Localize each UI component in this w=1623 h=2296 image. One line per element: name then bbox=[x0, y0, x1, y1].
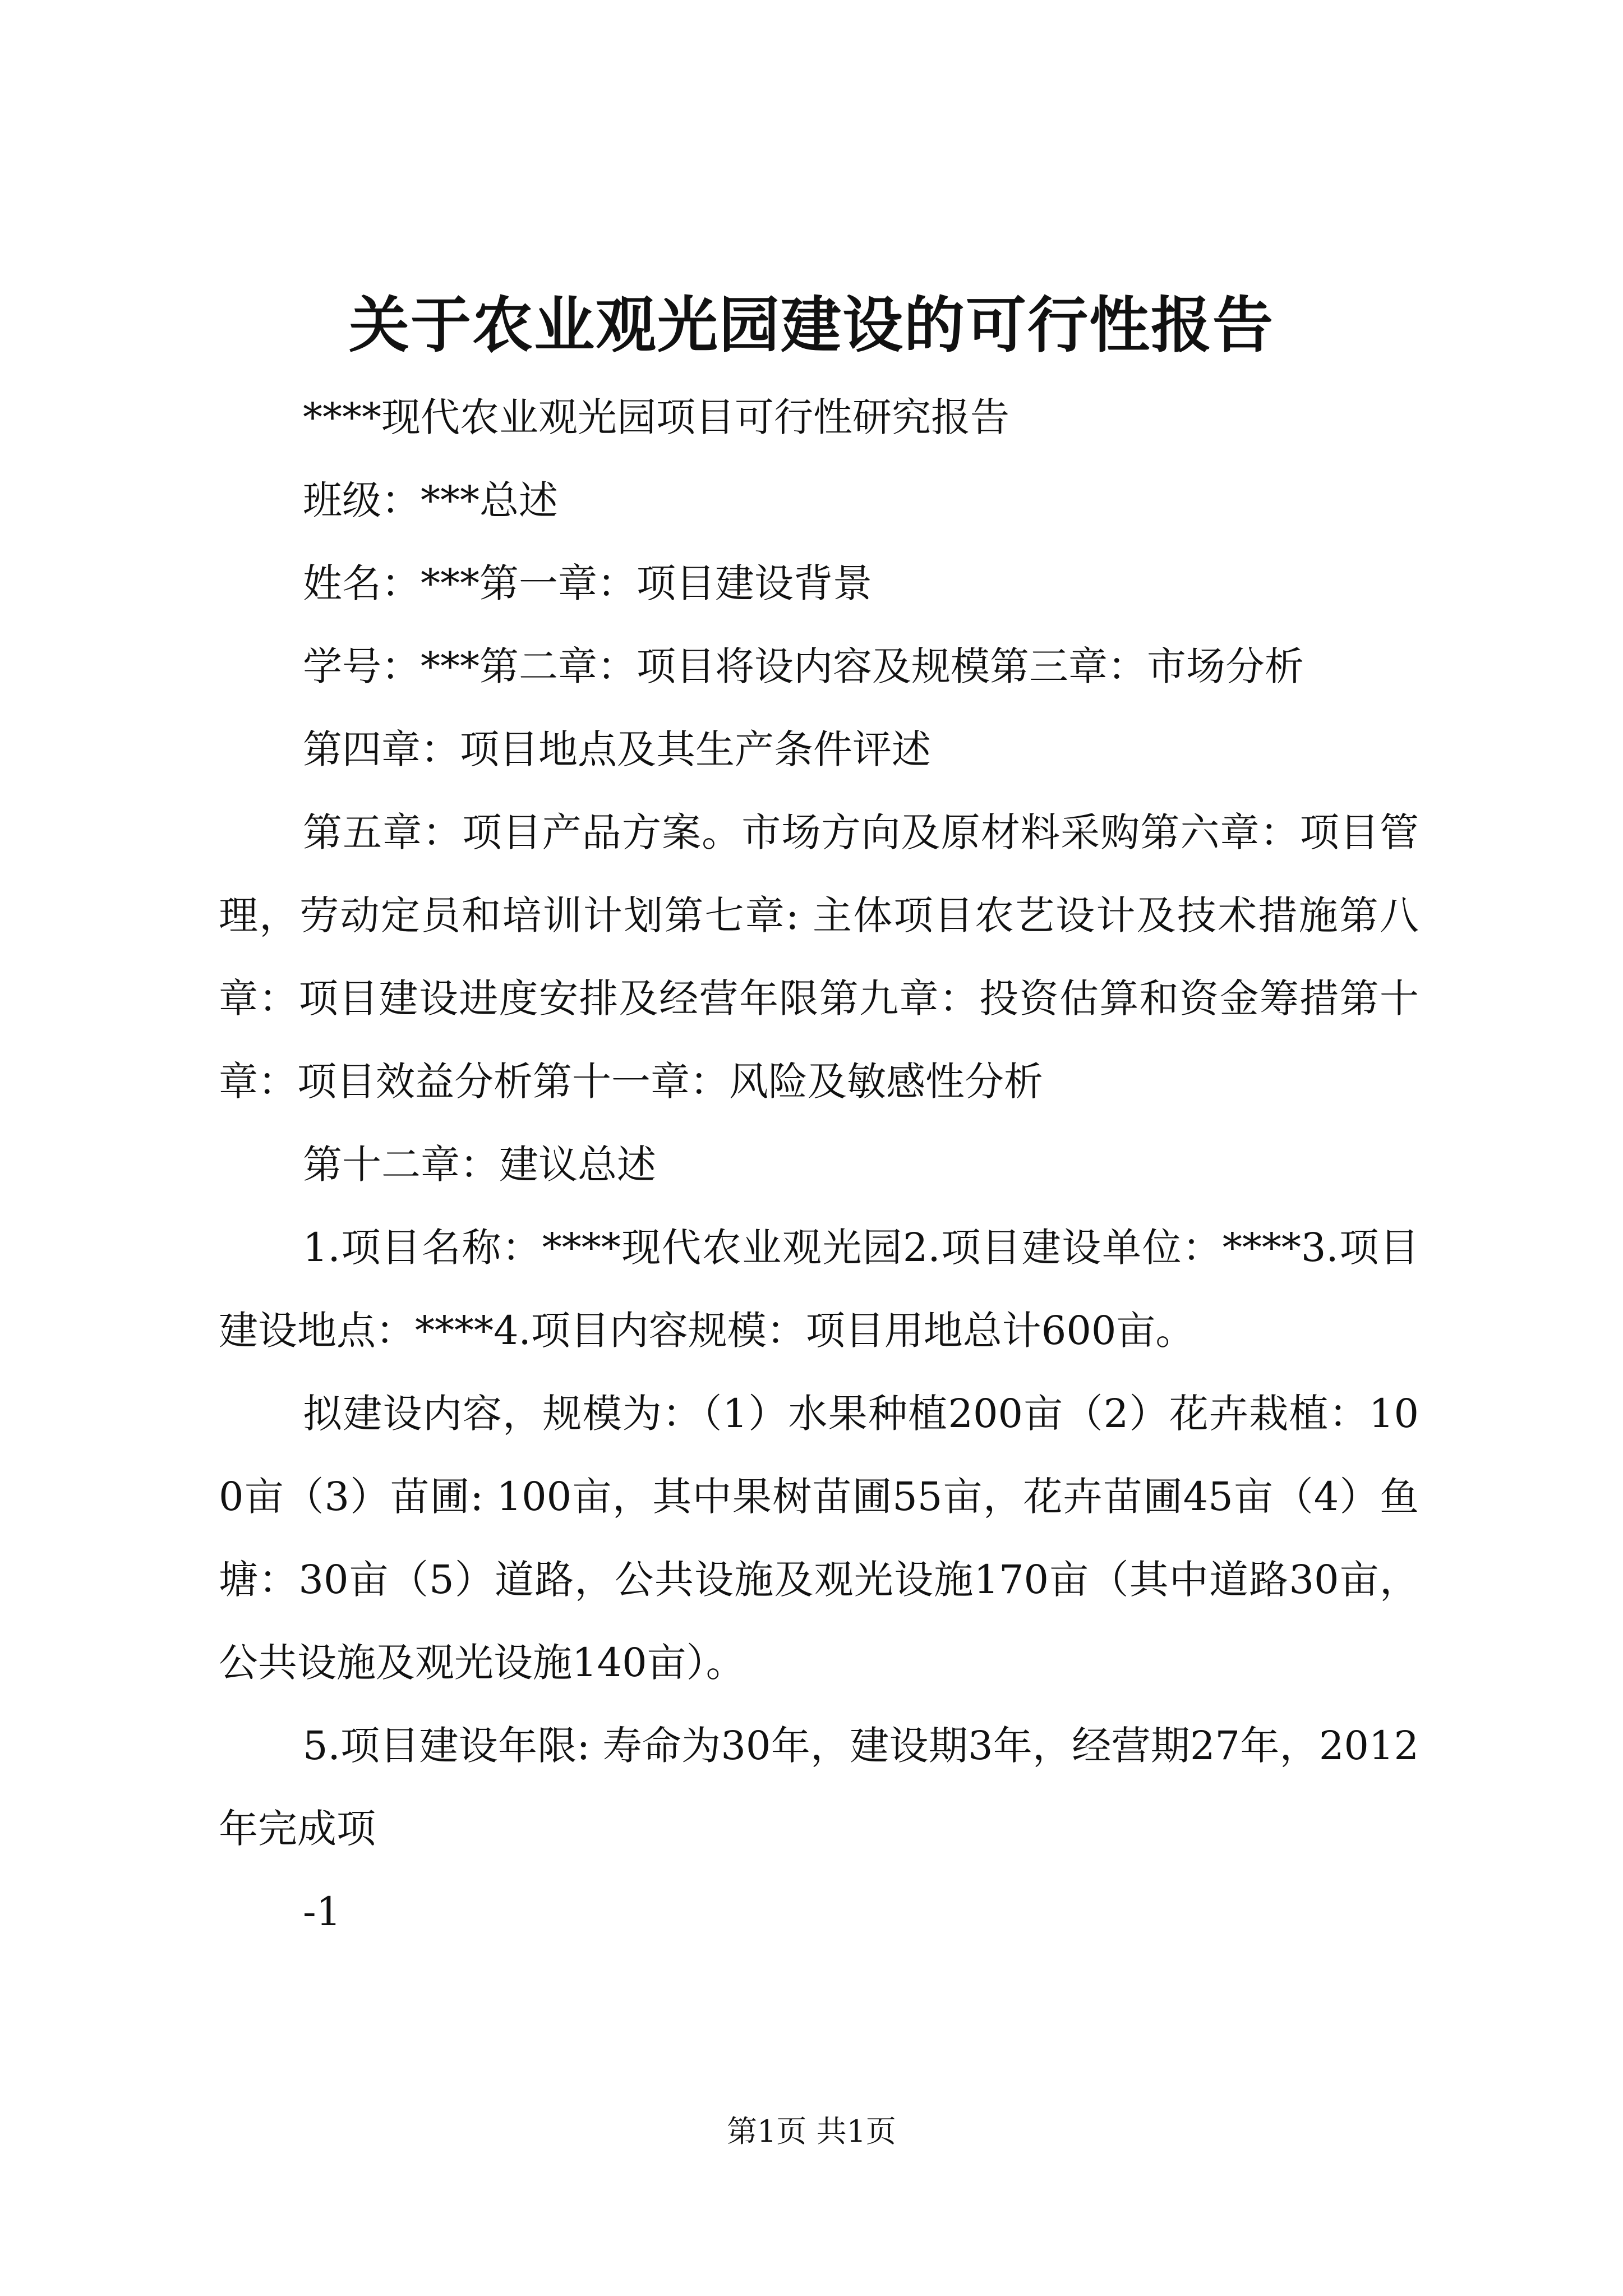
document-title: 关于农业观光园建设的可行性报告 bbox=[348, 290, 1274, 361]
paragraph-project-summary: 1.项目名称：****现代农业观光园2.项目建设单位：****3.项目建设地点：****4.项目内容规模：项目用地总计600亩。 bbox=[219, 1225, 1419, 1354]
paragraph-name: 姓名：***第一章：项目建设背景 bbox=[303, 560, 872, 606]
paragraph-student-id: 学号：***第二章：项目将设内容及规模第三章：市场分析 bbox=[303, 643, 1304, 689]
paragraph-chapters-five-to-eleven: 第五章：项目产品方案。市场方向及原材料采购第六章：项目管理，劳动定员和培训计划第七章: 主体项目农艺设计及技术措施第八章：项目建设进度安排及经营年限第九章：投资估算和资金筹措第十章：项目效益分析第十一章：风险及敏感性分析 bbox=[219, 809, 1419, 1105]
paragraph-construction-content: 拟建设内容，规模为：（1）水果种植200亩（2）花卉栽植：100亩（3）苗圃: 100亩，其中果树苗圃55亩，花卉苗圃45亩（4）鱼塘：30亩（5）道路，公共设施及观光设施170亩（其中道路30亩，公共设施及观光设施140亩）。 bbox=[219, 1391, 1419, 1686]
paragraph-chapter-four: 第四章：项目地点及其生产条件评述 bbox=[303, 726, 931, 772]
paragraph-class: 班级：***总述 bbox=[303, 477, 558, 523]
paragraph-subtitle: ****现代农业观光园项目可行性研究报告 bbox=[303, 394, 1009, 440]
paragraph-chapter-twelve: 第十二章：建议总述 bbox=[303, 1142, 656, 1188]
paragraph-construction-period: 5.项目建设年限: 寿命为30年，建设期3年，经营期27年，2012年完成项 bbox=[219, 1723, 1419, 1852]
document-body bbox=[219, 376, 1419, 1953]
page-footer: 第1页 共1页 bbox=[727, 2114, 896, 2149]
page-marker: -1 bbox=[303, 1889, 342, 1935]
